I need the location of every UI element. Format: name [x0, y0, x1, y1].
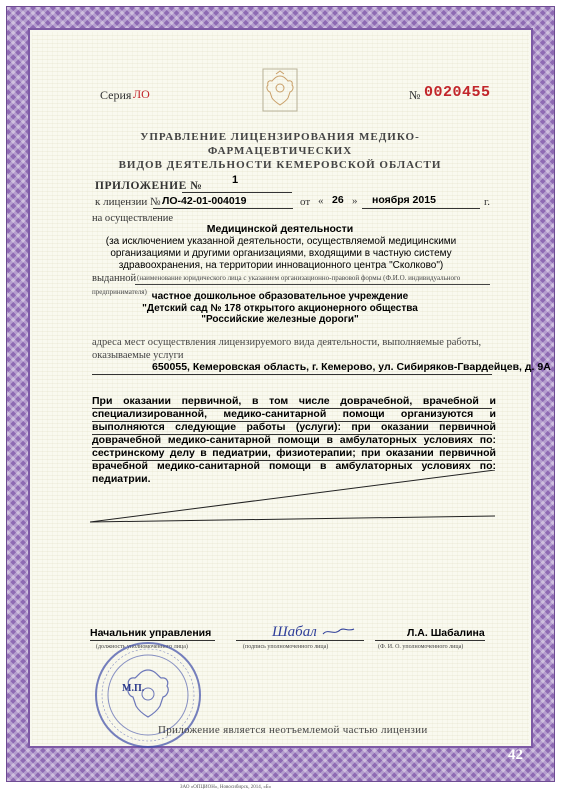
seria-label: Серия — [100, 88, 132, 102]
services-rule-4 — [92, 447, 492, 448]
open-quote: « — [318, 195, 324, 207]
date-line — [362, 208, 480, 209]
printer-note: ЗАО «ОПЦИОН», Новосибирск, 2014, «Б» — [180, 785, 272, 790]
org-line-1: частное дошкольное образовательное учреждение — [151, 291, 409, 302]
authority-heading — [70, 130, 490, 172]
license-number: ЛО-42-01-004019 — [162, 195, 247, 207]
license-month-year: ноября 2015 — [372, 194, 436, 206]
activity-name: Медицинской деятельности — [206, 223, 354, 235]
russian-coat-of-arms-icon — [262, 68, 298, 112]
number-label: № — [409, 88, 421, 102]
address-value: 650055, Кемеровская область, г. Кемерово, ул. Сибиряков-Гвардейцев, д. 9А — [152, 361, 551, 373]
close-quote: » — [352, 195, 358, 207]
org-line-2: "Детский сад № 178 открытого акционерного общества — [142, 302, 418, 314]
issued-line — [135, 284, 490, 285]
seria-value: ЛО — [133, 87, 150, 101]
services-rule-3 — [92, 434, 492, 435]
license-label: к лицензии № — [95, 196, 161, 208]
stamp-mark: М.П. — [122, 683, 145, 694]
license-day: 26 — [332, 194, 344, 206]
strike-out-lines — [90, 470, 495, 528]
footer-note: Приложение является неотъемлемой частью лицензии — [158, 724, 428, 736]
org-line-3: "Российские железные дороги" — [201, 314, 359, 325]
services-rule-2 — [92, 421, 492, 422]
signature-note: (подпись уполномоченного лица) — [243, 644, 329, 650]
license-number-line — [153, 208, 293, 209]
issued-label: выданной — [92, 273, 137, 284]
chief-name: Л.А. Шабалина — [407, 627, 485, 639]
corner-number: 42 — [508, 747, 523, 763]
services-rule-1 — [92, 408, 492, 409]
services-text: При оказании первичной, в том числе доврачебной, врачебной и специализированной, медико-санитарной помощи организуются и выполняются следующие работы (услуги): при оказании первичной доврачебной медико-санитарной помощи в амбулаторных условиях по: сестринскому делу в педиатрии, физиотерапии; при оказании первичной врачебной медико-санитарной помощи в амбулаторных условиях по: педиатрии. — [92, 395, 496, 485]
appendix-label: ПРИЛОЖЕНИЕ № — [95, 180, 203, 192]
issued-note-line-2: предпринимателя) — [92, 288, 147, 296]
address-line — [92, 374, 492, 375]
appendix-number: 1 — [232, 174, 239, 186]
signature-image — [268, 620, 358, 642]
year-suffix: г. — [484, 196, 491, 208]
authority-line-1: УПРАВЛЕНИЕ ЛИЦЕНЗИРОВАНИЯ МЕДИКО-ФАРМАЦЕВТИЧЕСКИХ — [140, 131, 420, 157]
services-rule-5 — [92, 460, 492, 461]
signature-line — [236, 640, 364, 641]
signature-text: Шабал — [272, 624, 317, 640]
address-heading: адреса мест осуществления лицензируемого вида деятельности, выполняемые работы, оказываемые услуги — [92, 337, 482, 361]
activity-exclusion: (за исключением указанной деятельности, осуществляемой медицинскими организациями и другими организациями, входящими в частную систему здравоохранения, на территории инновационного центра "Сколково") — [105, 236, 457, 271]
issued-note-line-1: (наименование юридического лица с указанием организационно-правовой формы (Ф.И.О. индивидуального — [137, 274, 461, 282]
number-value: 0020455 — [424, 84, 491, 101]
purpose-label: на осуществление — [92, 213, 174, 224]
chief-title-note: (должность уполномоченного лица) — [96, 644, 188, 650]
date-from-label: от — [300, 196, 311, 208]
name-line — [375, 640, 485, 641]
chief-title: Начальник управления — [90, 627, 212, 639]
name-note: (Ф. И. О. уполномоченного лица) — [378, 644, 464, 650]
organization-name — [120, 291, 440, 326]
authority-line-2: ВИДОВ ДЕЯТЕЛЬНОСТИ КЕМЕРОВСКОЙ ОБЛАСТИ — [118, 159, 442, 171]
appendix-number-line — [182, 192, 292, 193]
